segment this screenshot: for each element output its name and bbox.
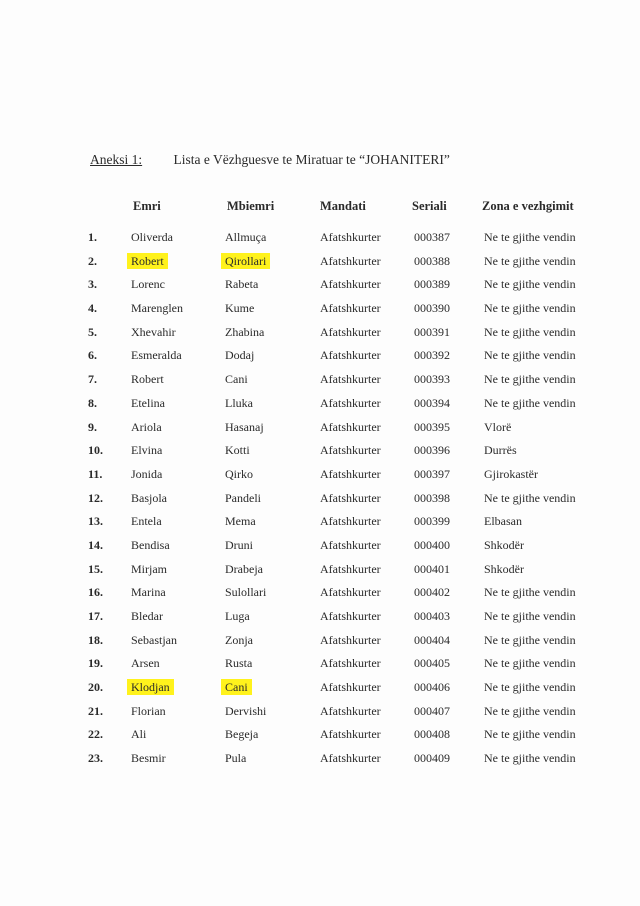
cell-seriali: 000398 (414, 490, 450, 505)
table-row (0, 489, 640, 513)
cell-mbiemri: Zhabina (225, 324, 265, 339)
cell-seriali: 000390 (414, 301, 450, 316)
cell-zona: Ne te gjithe vendin (484, 301, 576, 316)
cell-mbiemri: Kume (225, 301, 255, 316)
table-row (0, 418, 640, 442)
cell-zona: Ne te gjithe vendin (484, 277, 576, 292)
cell-mbiemri: Begeja (225, 727, 259, 742)
cell-seriali: 000404 (414, 632, 450, 647)
table-body (0, 228, 640, 773)
table-row (0, 725, 640, 749)
cell-mbiemri: Dervishi (225, 703, 267, 718)
cell-seriali: 000393 (414, 372, 450, 387)
cell-zona: Durrës (484, 443, 517, 458)
row-number: 8. (88, 395, 97, 410)
cell-seriali: 000406 (414, 680, 450, 695)
row-number: 20. (88, 680, 103, 695)
cell-zona: Ne te gjithe vendin (484, 585, 576, 600)
cell-seriali: 000389 (414, 277, 450, 292)
cell-mandati: Afatshkurter (320, 656, 381, 671)
cell-emri: Elvina (131, 443, 163, 458)
row-number: 11. (88, 466, 103, 481)
table-row (0, 465, 640, 489)
cell-mbiemri (225, 680, 252, 695)
row-number: 10. (88, 443, 103, 458)
cell-zona: Elbasan (484, 514, 522, 529)
cell-emri: Lorenc (131, 277, 165, 292)
cell-zona: Ne te gjithe vendin (484, 609, 576, 623)
header-mandati: Mandati (320, 199, 366, 213)
cell-mandati: Afatshkurter (320, 348, 381, 363)
cell-emri: Arsen (131, 656, 160, 671)
cell-mbiemri (225, 254, 270, 269)
cell-emri: Basjola (131, 490, 167, 505)
cell-mbiemri: Kotti (225, 443, 250, 458)
row-number: 14. (88, 537, 103, 552)
row-number: 23. (88, 751, 103, 766)
row-number: 9. (88, 419, 97, 434)
cell-seriali: 000394 (414, 395, 450, 410)
cell-zona: Ne te gjithe vendin (484, 490, 576, 505)
cell-zona: Ne te gjithe vendin (484, 324, 576, 339)
annex-label: Aneksi 1: (90, 152, 143, 167)
cell-seriali: 000407 (414, 703, 450, 718)
table-row (0, 252, 640, 276)
table-row (0, 702, 640, 726)
cell-mandati: Afatshkurter (320, 680, 381, 695)
row-number: 18. (88, 632, 103, 647)
cell-emri: Sebastjan (131, 632, 177, 647)
cell-emri: Mirjam (131, 561, 167, 576)
cell-seriali: 000392 (414, 348, 450, 363)
cell-mandati: Afatshkurter (320, 751, 381, 766)
row-number: 15. (88, 561, 103, 576)
cell-mandati: Afatshkurter (320, 514, 381, 529)
cell-emri (131, 680, 174, 695)
cell-emri: Xhevahir (131, 324, 176, 339)
row-number: 19. (88, 656, 103, 671)
cell-emri: Jonida (131, 466, 163, 481)
cell-seriali: 000400 (414, 537, 450, 552)
highlight-mark: Klodjan (127, 679, 174, 695)
row-number: 21. (88, 703, 103, 718)
cell-zona: Ne te gjithe vendin (484, 703, 576, 718)
cell-zona: Ne te gjithe vendin (484, 656, 576, 671)
cell-mbiemri: Allmuça (225, 230, 267, 244)
cell-mandati: Afatshkurter (320, 537, 381, 552)
cell-seriali: 000403 (414, 609, 450, 623)
cell-mbiemri: Zonja (225, 632, 253, 647)
row-number: 17. (88, 609, 103, 623)
cell-seriali: 000391 (414, 324, 450, 339)
table-row (0, 512, 640, 536)
cell-emri: Marina (131, 585, 166, 600)
cell-mandati: Afatshkurter (320, 395, 381, 410)
cell-mandati: Afatshkurter (320, 585, 381, 600)
cell-mbiemri: Luga (225, 609, 250, 623)
cell-mbiemri: Qirko (225, 466, 253, 481)
row-number: 2. (88, 253, 97, 268)
row-number: 3. (88, 277, 97, 292)
cell-zona: Ne te gjithe vendin (484, 751, 576, 766)
cell-mandati: Afatshkurter (320, 609, 381, 623)
row-number: 16. (88, 585, 103, 600)
cell-seriali: 000387 (414, 230, 450, 244)
cell-mandati: Afatshkurter (320, 301, 381, 316)
table-row (0, 536, 640, 560)
cell-mandati: Afatshkurter (320, 490, 381, 505)
header-seriali: Seriali (412, 199, 447, 213)
table-row (0, 346, 640, 370)
cell-emri: Bendisa (131, 537, 170, 552)
cell-zona: Vlorë (484, 419, 512, 434)
row-number: 4. (88, 301, 97, 316)
cell-mandati: Afatshkurter (320, 372, 381, 387)
table-row (0, 370, 640, 394)
row-number: 12. (88, 490, 103, 505)
cell-seriali: 000402 (414, 585, 450, 600)
cell-seriali: 000409 (414, 751, 450, 766)
header-zona: Zona e vezhgimit (482, 199, 574, 213)
cell-mandati: Afatshkurter (320, 703, 381, 718)
table-row (0, 749, 640, 773)
table-row (0, 323, 640, 347)
cell-emri: Ali (131, 727, 147, 742)
cell-mbiemri: Lluka (225, 395, 253, 410)
table-row (0, 441, 640, 465)
cell-mandati: Afatshkurter (320, 727, 381, 742)
table-row (0, 299, 640, 323)
cell-seriali: 000405 (414, 656, 450, 671)
table-row (0, 583, 640, 607)
row-number: 5. (88, 324, 97, 339)
highlight-mark: Cani (221, 679, 252, 695)
cell-zona: Ne te gjithe vendin (484, 727, 576, 742)
cell-zona: Ne te gjithe vendin (484, 253, 576, 268)
cell-seriali: 000397 (414, 466, 450, 481)
cell-mandati: Afatshkurter (320, 466, 381, 481)
row-number: 1. (88, 230, 97, 244)
cell-mbiemri: Sulollari (225, 585, 267, 600)
cell-mbiemri: Rabeta (225, 277, 259, 292)
row-number: 22. (88, 727, 103, 742)
cell-mbiemri: Drabeja (225, 561, 263, 576)
cell-zona: Ne te gjithe vendin (484, 680, 576, 695)
cell-emri: Besmir (131, 751, 166, 766)
cell-seriali: 000388 (414, 253, 450, 268)
cell-mandati: Afatshkurter (320, 419, 381, 434)
cell-zona: Shkodër (484, 561, 524, 576)
cell-emri: Florian (131, 703, 166, 718)
cell-emri: Ariola (131, 419, 162, 434)
cell-zona: Shkodër (484, 537, 524, 552)
table-row (0, 631, 640, 655)
table-row (0, 654, 640, 678)
cell-mbiemri: Dodaj (225, 348, 255, 363)
cell-mbiemri: Mema (225, 514, 256, 529)
cell-zona: Ne te gjithe vendin (484, 632, 576, 647)
cell-emri: Marenglen (131, 301, 183, 316)
cell-mandati: Afatshkurter (320, 324, 381, 339)
document-title-line (90, 152, 450, 168)
cell-emri: Robert (131, 372, 164, 387)
cell-seriali: 000399 (414, 514, 450, 529)
highlight-mark: Qirollari (221, 253, 270, 269)
cell-mbiemri: Pula (225, 751, 247, 766)
cell-seriali: 000401 (414, 561, 450, 576)
header-mbiemri: Mbiemri (227, 199, 275, 213)
cell-mandati: Afatshkurter (320, 277, 381, 292)
table-row (0, 394, 640, 418)
table-row (0, 560, 640, 584)
header-emri: Emri (133, 199, 161, 213)
cell-mbiemri: Rusta (225, 656, 253, 671)
document-title: Lista e Vëzhguesve te Miratuar te “JOHANITERI” (173, 152, 450, 167)
row-number: 7. (88, 372, 97, 387)
row-number: 6. (88, 348, 97, 363)
cell-zona: Ne te gjithe vendin (484, 395, 576, 410)
cell-mandati: Afatshkurter (320, 561, 381, 576)
cell-zona: Gjirokastër (484, 466, 538, 481)
table-row (0, 607, 640, 631)
cell-mbiemri: Druni (225, 537, 253, 552)
cell-mandati: Afatshkurter (320, 230, 381, 244)
cell-emri: Esmeralda (131, 348, 182, 363)
cell-emri: Entela (131, 514, 162, 529)
cell-emri (131, 254, 168, 269)
cell-seriali: 000408 (414, 727, 450, 742)
cell-zona: Ne te gjithe vendin (484, 230, 576, 244)
table-header (0, 199, 640, 217)
table-row (0, 228, 640, 252)
table-row (0, 275, 640, 299)
cell-seriali: 000396 (414, 443, 450, 458)
cell-emri: Oliverda (131, 230, 173, 244)
cell-seriali: 000395 (414, 419, 450, 434)
cell-mandati: Afatshkurter (320, 632, 381, 647)
cell-mandati: Afatshkurter (320, 253, 381, 268)
cell-zona: Ne te gjithe vendin (484, 372, 576, 387)
cell-mbiemri: Cani (225, 372, 248, 387)
cell-mbiemri: Hasanaj (225, 419, 264, 434)
cell-mbiemri: Pandeli (225, 490, 261, 505)
table-row (0, 678, 640, 702)
cell-emri: Etelina (131, 395, 165, 410)
cell-zona: Ne te gjithe vendin (484, 348, 576, 363)
cell-emri: Bledar (131, 609, 163, 623)
row-number: 13. (88, 514, 103, 529)
highlight-mark: Robert (127, 253, 168, 269)
cell-mandati: Afatshkurter (320, 443, 381, 458)
